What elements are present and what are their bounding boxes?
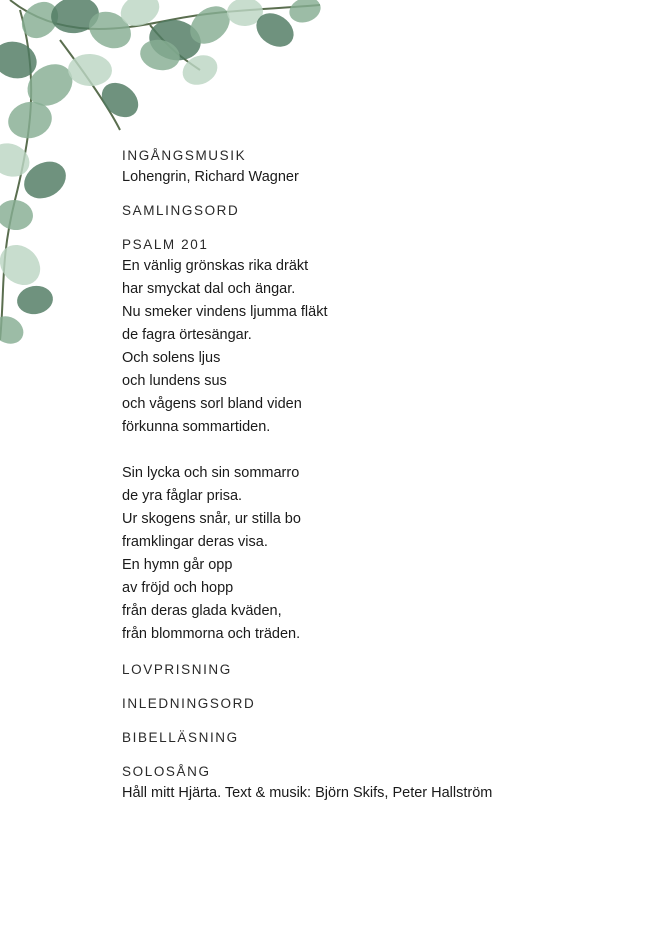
psalm-stanza-2 (122, 462, 642, 646)
section-bibellasning (122, 728, 642, 748)
psalm-line: Nu smeker vindens ljumma fläkt (122, 304, 328, 320)
psalm-line: av fröjd och hopp (122, 580, 234, 596)
psalm-line: har smyckat dal och ängar. (122, 281, 296, 297)
psalm-line: och vågens sorl bland viden (122, 396, 302, 412)
stanza-spacer (122, 439, 642, 462)
section-heading: PSALM 201 (122, 237, 209, 252)
psalm-line: de fagra örtesängar. (122, 327, 252, 343)
psalm-line: från deras glada kväden, (122, 603, 282, 619)
section-solosang (122, 762, 642, 805)
section-line: Lohengrin, Richard Wagner (122, 169, 299, 185)
leaf-icon (15, 283, 55, 316)
section-heading: SAMLINGSORD (122, 203, 240, 218)
section-heading: INGÅNGSMUSIK (122, 148, 247, 163)
psalm-stanza-1 (122, 255, 642, 439)
psalm-line: framklingar deras visa. (122, 534, 268, 550)
psalm-line: Sin lycka och sin sommarro (122, 465, 300, 481)
leaf-icon (0, 311, 28, 349)
psalm-line: Ur skogens snår, ur stilla bo (122, 511, 301, 527)
section-heading: INLEDNINGSORD (122, 696, 256, 711)
order-of-service (122, 146, 642, 819)
section-samlingsord (122, 201, 642, 221)
section-heading: SOLOSÅNG (122, 764, 211, 779)
section-psalm (122, 235, 642, 646)
section-inledningsord (122, 694, 642, 714)
section-heading: LOVPRISNING (122, 662, 232, 677)
psalm-line: och lundens sus (122, 373, 227, 389)
psalm-line: En vänlig grönskas rika dräkt (122, 258, 309, 274)
leaf-icon (286, 0, 324, 27)
psalm-line: Och solens ljus (122, 350, 221, 366)
psalm-line: de yra fåglar prisa. (122, 488, 243, 504)
section-heading: BIBELLÄSNING (122, 730, 239, 745)
psalm-line: från blommorna och träden. (122, 626, 301, 642)
psalm-line: förkunna sommartiden. (122, 419, 271, 435)
leaf-icon (0, 198, 35, 232)
psalm-line: En hymn går opp (122, 557, 233, 573)
section-line: Håll mitt Hjärta. Text & musik: Björn Skifs, Peter Hallström (122, 785, 493, 801)
section-lovprisning (122, 660, 642, 680)
section-ingangsmusik (122, 146, 642, 189)
